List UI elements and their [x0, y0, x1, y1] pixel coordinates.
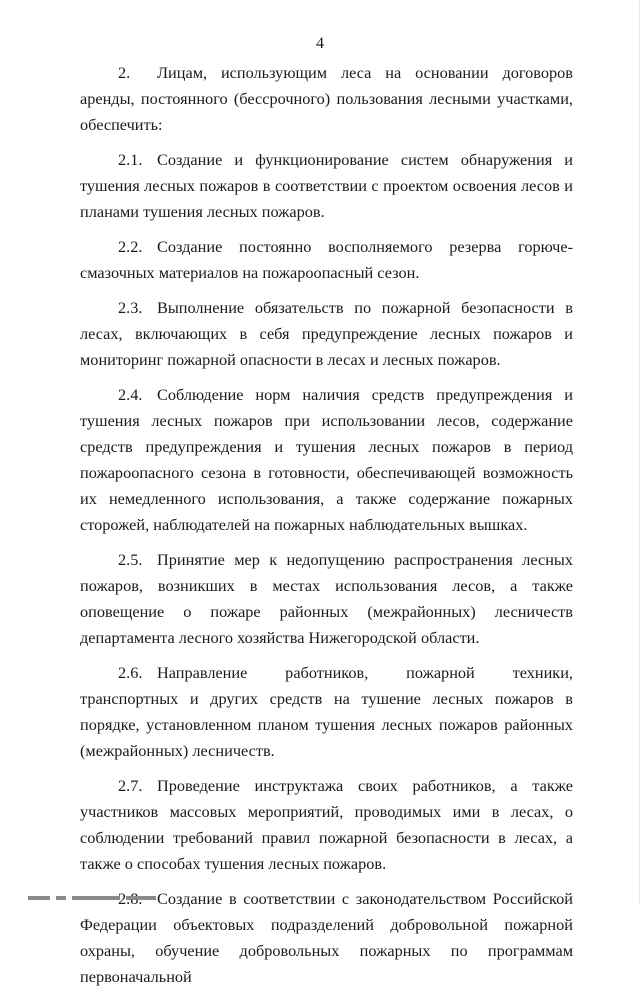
paragraph-text: Создание постоянно восполняемого резерва горюче-смазочных материалов на пожароопасный сезон. [80, 237, 573, 282]
page-number: 4 [316, 35, 324, 52]
paragraph-number: 2.2. [118, 237, 143, 256]
paragraph-number: 2. [118, 63, 131, 82]
paragraph-number: 2.4. [118, 385, 143, 404]
paragraph-text: Соблюдение норм наличия средств предупреждения и тушения лесных пожаров при использовании лесов, содержание средств предупреждения и тушения лесных пожаров в период пожароопасного сезона в готовности, обеспечивающей возможность их немедленного использования, а также содержание пожарных сторожей, наблюдателей на пожарных наблюдательных вышках. [80, 385, 573, 534]
paragraph-2-2 [80, 234, 573, 286]
paragraph-number: 2.6. [118, 663, 143, 682]
paragraph-2 [80, 60, 573, 138]
paragraph-text: Принятие мер к недопущению распространения лесных пожаров, возникших в местах использования лесов, а также оповещение о пожаре районных (межрайонных) лесничеств департамента лесного хозяйства Нижегородской области. [80, 550, 573, 647]
paragraph-number: 2.3. [118, 298, 143, 317]
paragraph-text: Лицам, использующим леса на основании договоров аренды, постоянного (бессрочного) пользования лесными участками, обеспечить: [80, 63, 573, 134]
document-body [80, 60, 573, 999]
paragraph-2-3 [80, 295, 573, 373]
paragraph-number: 2.5. [118, 550, 143, 569]
paragraph-text: Выполнение обязательств по пожарной безопасности в лесах, включающих в себя предупреждение лесных пожаров и мониторинг пожарной опасности в лесах и лесных пожаров. [80, 298, 573, 369]
paragraph-text: Проведение инструктажа своих работников, а также участников массовых мероприятий, проводимых ими в лесах, о соблюдении требований правил пожарной безопасности в лесах, а также о способах тушения лесных пожаров. [80, 776, 573, 873]
footer-scan-mark [28, 896, 228, 905]
paragraph-number: 2.1. [118, 150, 143, 169]
paragraph-2-7 [80, 773, 573, 877]
paragraph-2-5 [80, 547, 573, 651]
paragraph-number: 2.7. [118, 776, 143, 795]
paragraph-text: Направление работников, пожарной техники, транспортных и других средств на тушение лесных пожаров в порядке, установленном планом тушения лесных пожаров районных (межрайонных) лесничеств. [80, 663, 573, 760]
paragraph-text: Создание в соответствии с законодательством Российской Федерации объектовых подразделений добровольной пожарной охраны, обучение добровольных пожарных по программам первоначальной [80, 889, 573, 986]
paragraph-text: Создание и функционирование систем обнаружения и тушения лесных пожаров в соответствии с проектом освоения лесов и планами тушения лесных пожаров. [80, 150, 573, 221]
paragraph-2-4 [80, 382, 573, 538]
paragraph-2-1 [80, 147, 573, 225]
paragraph-2-6 [80, 660, 573, 764]
